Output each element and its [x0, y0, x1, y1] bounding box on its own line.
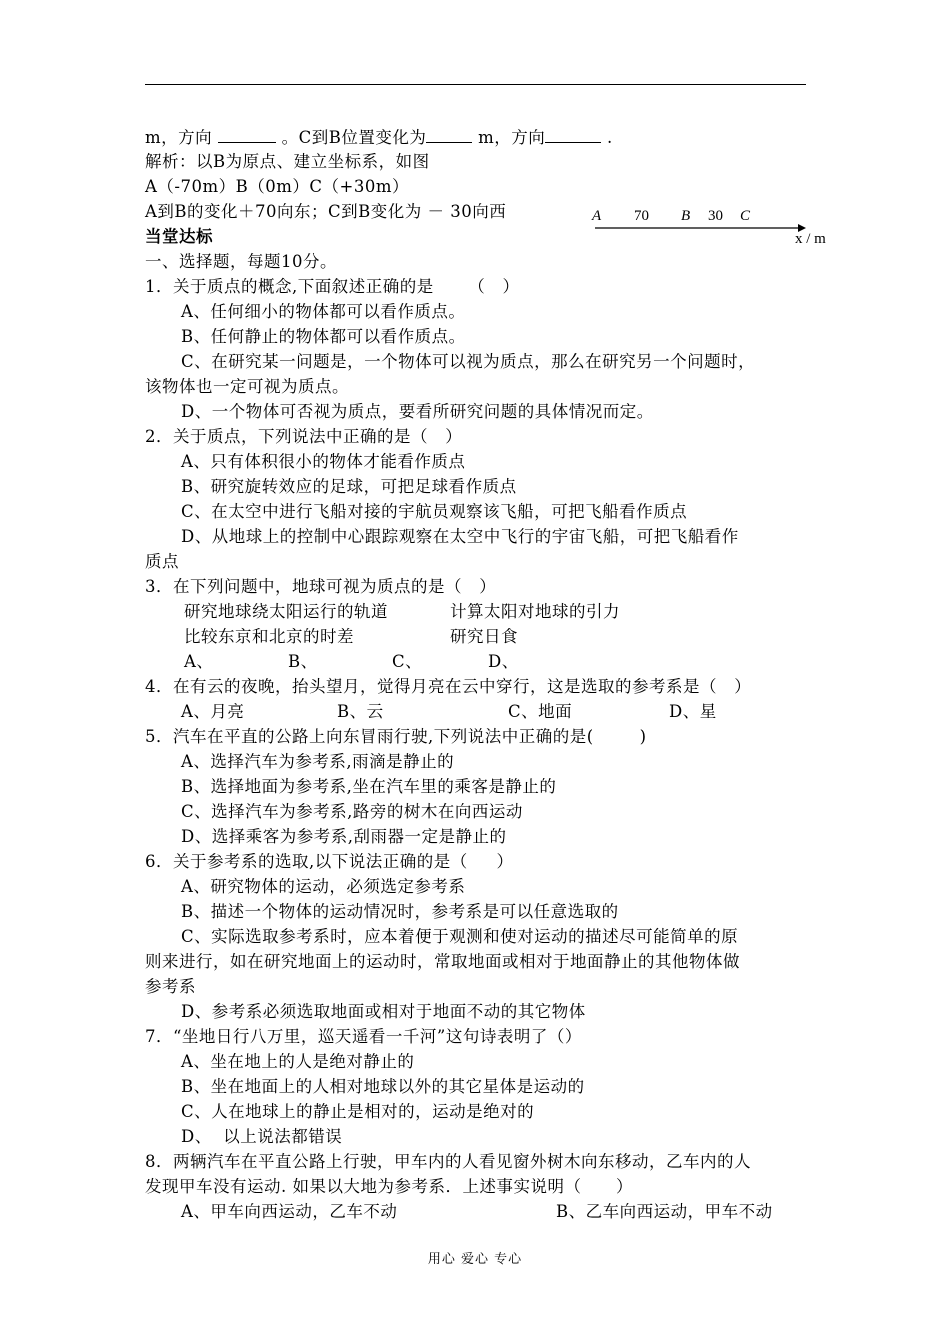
- option: 质点: [145, 552, 179, 571]
- option: C、人在地球上的静止是相对的，运动是绝对的: [181, 1102, 535, 1121]
- statement: 研究地球绕太阳运行的轨道: [184, 602, 388, 621]
- solution-line: A（-70m）B（0m）C（+30m）: [145, 177, 409, 196]
- option: B、: [288, 652, 318, 671]
- option: D、参考系必须选取地面或相对于地面不动的其它物体: [181, 1002, 586, 1021]
- option: C、在研究某一问题是，一个物体可以视为质点，那么在研究另一个问题时，: [181, 352, 756, 371]
- question-stem: 5．汽车在平直的公路上向东冒雨行驶,下列说法中正确的是( ): [145, 727, 647, 746]
- option: B、描述一个物体的运动情况时，参考系是可以任意选取的: [181, 902, 619, 921]
- option: A、只有体积很小的物体才能看作质点: [181, 452, 466, 471]
- option: C、在太空中进行飞船对接的宇航员观察该飞船，可把飞船看作质点: [181, 502, 688, 521]
- question-stem: 7．“坐地日行八万里，巡天遥看一千河”这句诗表明了（）: [145, 1027, 582, 1046]
- option: D、从地球上的控制中心跟踪观察在太空中飞行的宇宙飞船，可把飞船看作: [181, 527, 739, 546]
- answer-blank[interactable]: [426, 126, 472, 143]
- distance-70-label: 70: [634, 208, 649, 224]
- option: 该物体也一定可视为质点。: [145, 377, 349, 396]
- question-stem: 2．关于质点，下列说法中正确的是（ ）: [145, 427, 463, 446]
- page-footer: 用心 爱心 专心: [427, 1252, 523, 1267]
- question-stem: 4．在有云的夜晚，抬头望月，觉得月亮在云中穿行，这是选取的参考系是（ ）: [145, 677, 752, 696]
- option: B、任何静止的物体都可以看作质点。: [181, 327, 466, 346]
- option: D、: [488, 652, 519, 671]
- option: B、选择地面为参考系,坐在汽车里的乘客是静止的: [181, 777, 557, 796]
- section-intro: 一、选择题，每题10分。: [145, 252, 337, 271]
- fill-in-line: m，方向 。C到B位置变化为 m，方向 .: [145, 128, 613, 147]
- statement: 计算太阳对地球的引力: [450, 602, 620, 621]
- point-b-label: B: [681, 208, 691, 224]
- option: D、选择乘客为参考系,刮雨器一定是静止的: [181, 827, 507, 846]
- question-stem: 1．关于质点的概念,下面叙述正确的是 （ ）: [145, 277, 520, 296]
- option: C、: [392, 652, 423, 671]
- option: A、甲车向西运动，乙车不动: [181, 1202, 398, 1221]
- option: A、选择汽车为参考系,雨滴是静止的: [181, 752, 455, 771]
- option: A、坐在地上的人是绝对静止的: [181, 1052, 415, 1071]
- option: C、选择汽车为参考系,路旁的树木在向西运动: [181, 802, 523, 821]
- option: A、研究物体的运动，必须选定参考系: [181, 877, 466, 896]
- question-stem: 8．两辆汽车在平直公路上行驶，甲车内的人看见窗外树木向东移动，乙车内的人: [145, 1152, 751, 1171]
- option: A、月亮: [181, 702, 245, 721]
- coordinate-axis-diagram: [590, 200, 840, 248]
- answer-blank[interactable]: [218, 126, 276, 143]
- header-rule: [145, 84, 806, 85]
- option: 参考系: [145, 977, 196, 996]
- option: B、乙车向西运动，甲车不动: [556, 1202, 773, 1221]
- option: C、实际选取参考系时，应本着便于观测和使对运动的描述尽可能简单的原: [181, 927, 739, 946]
- statement: 研究日食: [450, 627, 518, 646]
- option: A、: [184, 652, 214, 671]
- option: D、一个物体可否视为质点，要看所研究问题的具体情况而定。: [181, 402, 654, 421]
- option: B、云: [337, 702, 384, 721]
- option: D、星: [669, 702, 717, 721]
- section-title: 当堂达标: [145, 227, 213, 246]
- option: 则来进行，如在研究地面上的运动时，常取地面或相对于地面静止的其他物体做: [145, 952, 740, 971]
- point-a-label: A: [592, 208, 602, 224]
- question-stem: 发现甲车没有运动. 如果以大地为参考系．上述事实说明（ ）: [145, 1177, 633, 1196]
- option: D、 以上说法都错误: [181, 1127, 343, 1146]
- point-c-label: C: [740, 208, 751, 224]
- question-stem: 3．在下列问题中，地球可视为质点的是（ ）: [145, 577, 497, 596]
- option: B、研究旋转效应的足球，可把足球看作质点: [181, 477, 517, 496]
- statement: 比较东京和北京的时差: [184, 627, 354, 646]
- option: B、坐在地面上的人相对地球以外的其它星体是运动的: [181, 1077, 585, 1096]
- answer-blank[interactable]: [545, 126, 601, 143]
- option: C、地面: [508, 702, 573, 721]
- question-stem: 6．关于参考系的选取,以下说法正确的是（ ）: [145, 852, 514, 871]
- solution-line: 解析：以B为原点、建立坐标系，如图: [145, 152, 430, 171]
- option: A、任何细小的物体都可以看作质点。: [181, 302, 466, 321]
- solution-line: A到B的变化＋70向东；C到B变化为 － 30向西: [145, 202, 507, 221]
- distance-30-label: 30: [708, 208, 723, 224]
- axis-unit-label: x / m: [795, 231, 826, 247]
